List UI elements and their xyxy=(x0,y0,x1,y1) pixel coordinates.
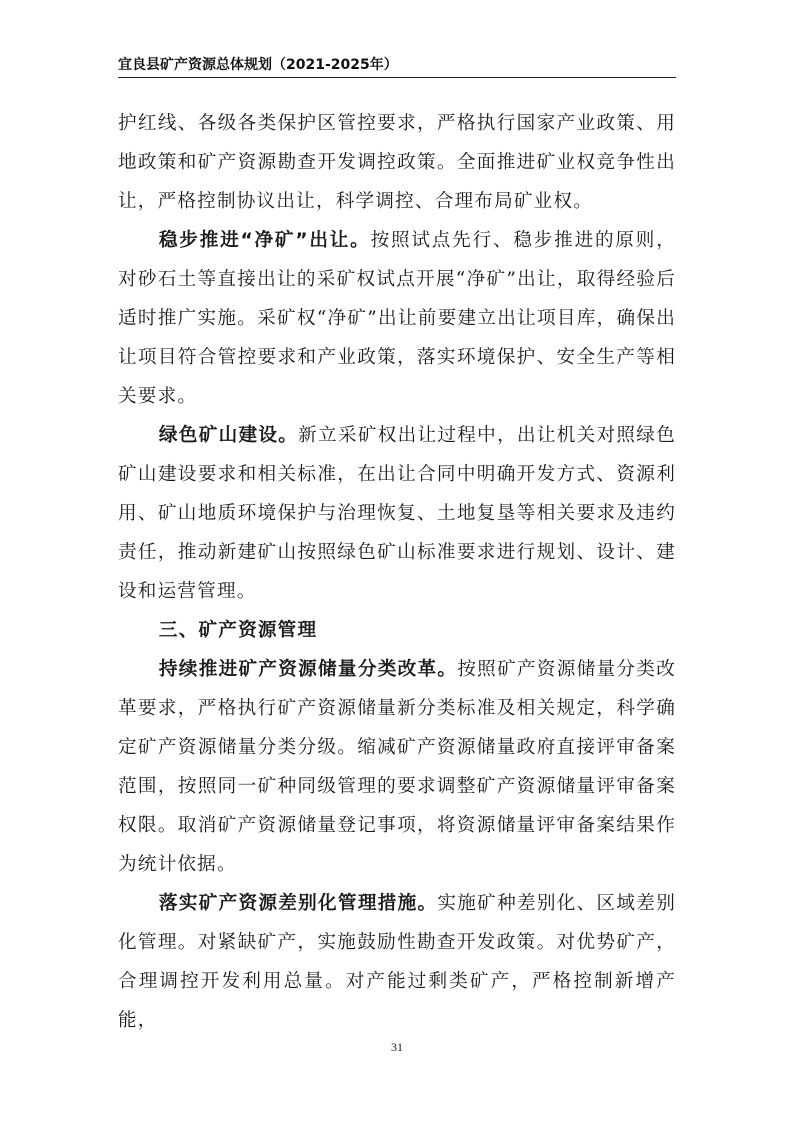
section-heading: 三、矿产资源管理 xyxy=(158,620,318,641)
paragraph-reserve-reform xyxy=(118,650,676,884)
paragraph-text: 实施矿种差别化、区域差别化管理。对紧缺矿产，实施鼓励性勘查开发政策。对优势矿产，合理调控开发利用总量。对产能过剩类矿产，严格控制新增产能， xyxy=(118,893,676,1031)
paragraph-differentiated-management xyxy=(118,884,676,1040)
paragraph-text: 护红线、各级各类保护区管控要求，严格执行国家产业政策、用地政策和矿产资源勘查开发调控政策。全面推进矿业权竞争性出让，严格控制协议出让，科学调控、合理布局矿业权。 xyxy=(118,113,676,212)
paragraph-text: 按照试点先行、稳步推进的原则，对砂石土等直接出让的采矿权试点开展“净矿”出让，取得经验后适时推广实施。采矿权“净矿”出让前要建立出让项目库，确保出让项目符合管控要求和产业政策，落实环境保护、安全生产等相关要求。 xyxy=(118,230,676,407)
page-header-title: 宜良县矿产资源总体规划（2021-2025年） xyxy=(118,57,398,73)
paragraph-lead: 绿色矿山建设。 xyxy=(158,425,299,446)
page-number: 31 xyxy=(391,1040,403,1054)
header-divider xyxy=(118,77,676,78)
paragraph-continuation xyxy=(118,104,676,221)
paragraph-lead: 稳步推进“净矿”出让。 xyxy=(158,230,371,251)
paragraph-lead: 持续推进矿产资源储量分类改革。 xyxy=(158,659,458,680)
paragraph-lead: 落实矿产资源差别化管理措施。 xyxy=(158,893,438,914)
paragraph-text: 新立采矿权出让过程中，出让机关对照绿色矿山建设要求和相关标准，在出让合同中明确开发方式、资源利用、矿山地质环境保护与治理恢复、土地复垦等相关要求及违约责任，推动新建矿山按照绿色矿山标准要求进行规划、设计、建设和运营管理。 xyxy=(118,425,676,602)
paragraph-green-mine xyxy=(118,416,676,611)
paragraph-net-mine-transfer xyxy=(118,221,676,416)
document-body xyxy=(118,104,676,1040)
paragraph-text: 按照矿产资源储量分类改革要求，严格执行矿产资源储量新分类标准及相关规定，科学确定矿产资源储量分类分级。缩减矿产资源储量政府直接评审备案范围，按照同一矿种同级管理的要求调整矿产资源储量评审备案权限。取消矿产资源储量登记事项，将资源储量评审备案结果作为统计依据。 xyxy=(118,659,676,875)
